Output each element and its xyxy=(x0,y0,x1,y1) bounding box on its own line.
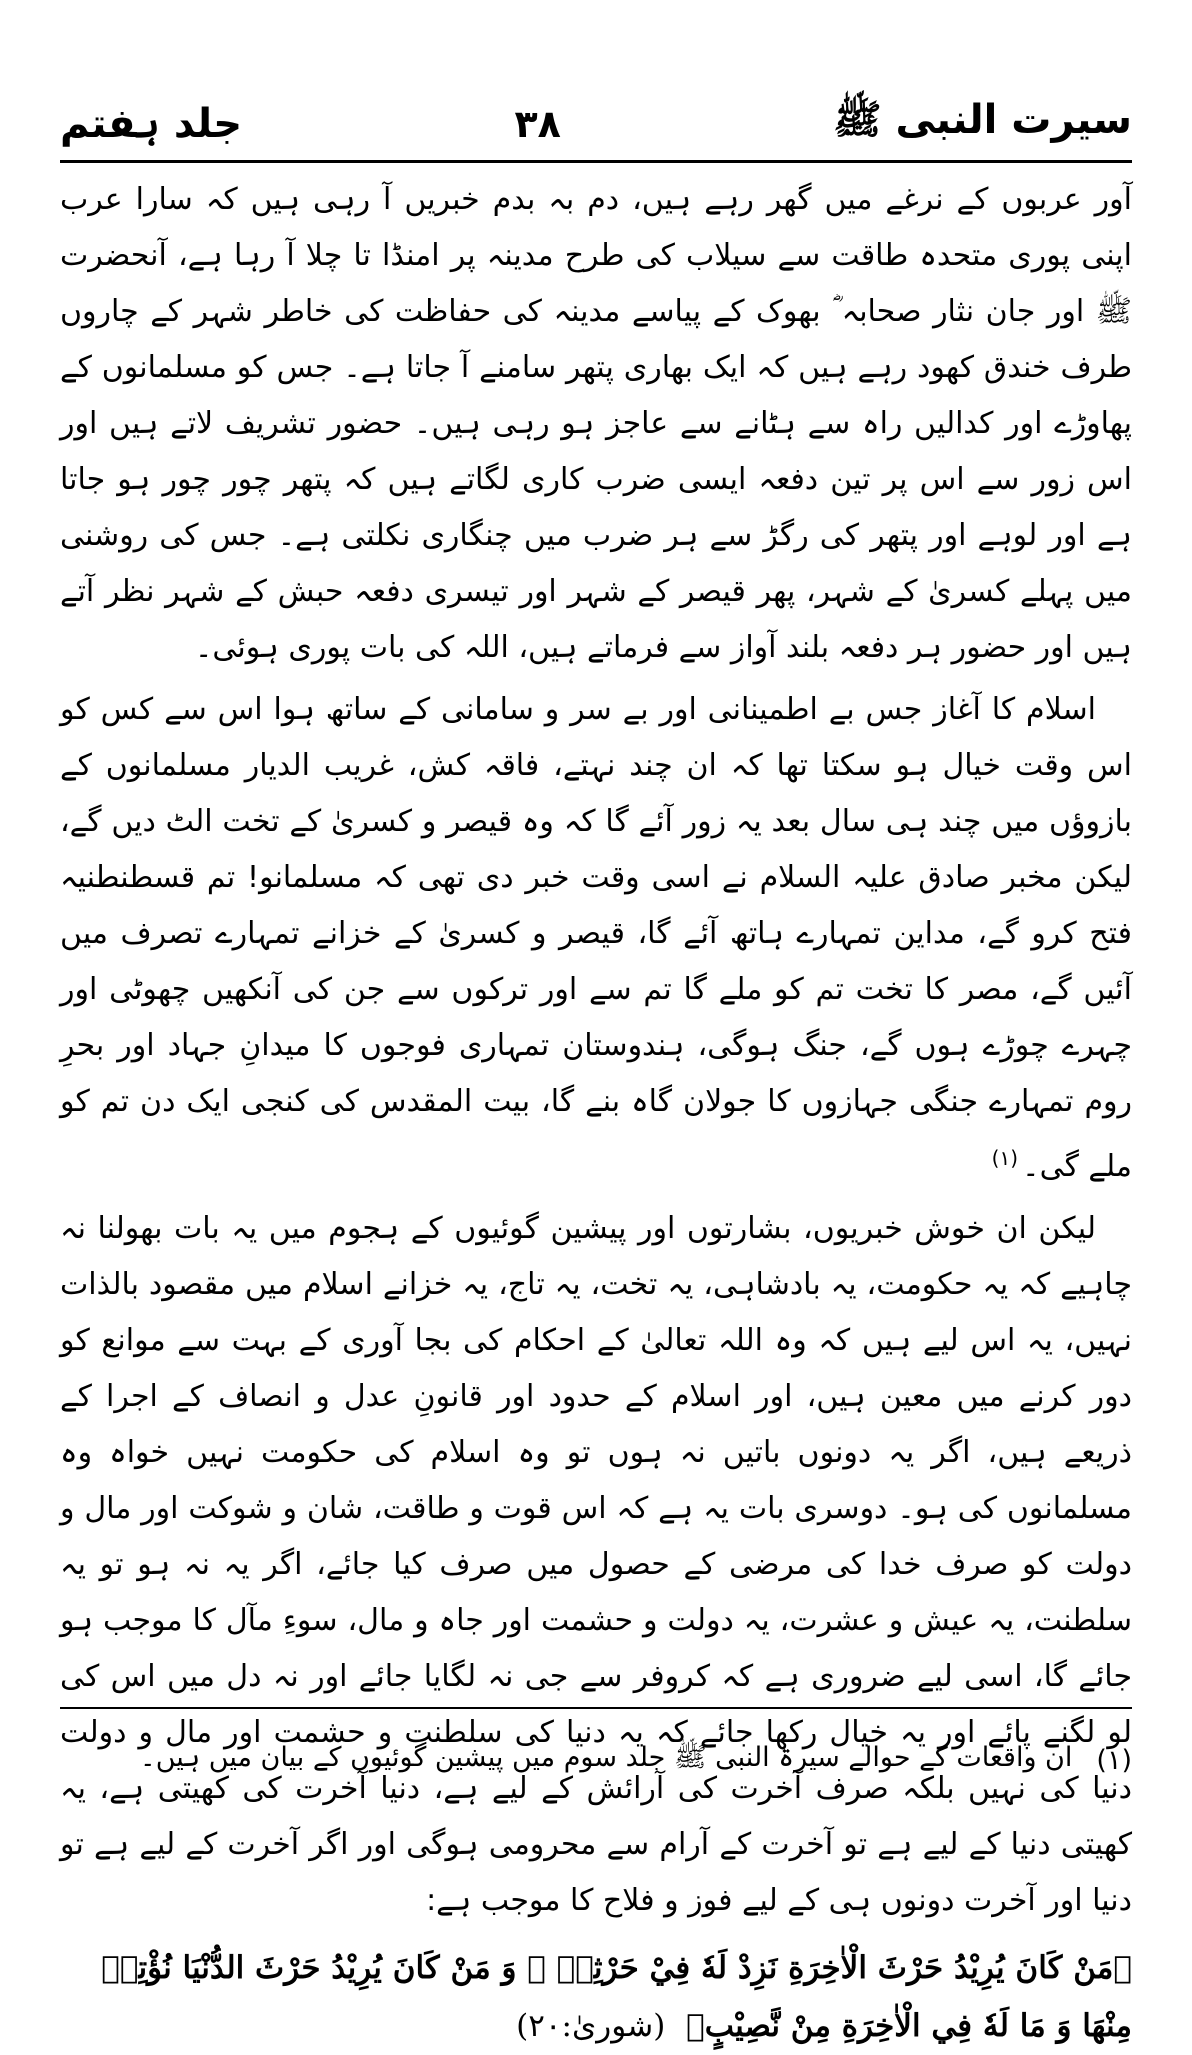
footnote-reference: (۱) xyxy=(991,1146,1019,1170)
paragraph-3: لیکن ان خوش خبریوں، بشارتوں اور پیشین گوئیوں کے ہجوم میں یہ بات بھولنا نہ چاہیے کہ یہ حکومت، یہ بادشاہی، یہ تخت، یہ تاج، یہ خزانے اسلام میں مقصود بالذات نہیں، یہ اس لیے ہیں کہ وہ اللہ تعالیٰ کے احکام کی بجا آوری کے بہت سے موانع کو دور کرنے میں معین ہیں، اور اسلام کے حدود اور قانونِ عدل و انصاف کے اجرا کے ذریعے ہیں، اگر یہ دونوں باتیں نہ ہوں تو وہ اسلام کی حکومت نہیں خواہ وہ مسلمانوں کی ہو۔ دوسری بات یہ ہے کہ اس قوت و طاقت، شان و شوکت اور مال و دولت کو صرف خدا کی مرضی کے حصول میں صرف کیا جائے، اگر یہ نہ ہو تو یہ سلطنت، یہ عیش و عشرت، یہ دولت و حشمت اور جاہ و مال، سوءِ مآل کا موجب ہو جائے گا، اسی لیے ضروری ہے کہ کروفر سے جی نہ لگایا جائے اور نہ دل میں اس کی لو لگنے پائے اور یہ خیال رکھا جائے کہ یہ دنیا کی سلطنت و حشمت اور مال و دولت دنیا کی نہیں بلکہ صرف آخرت کی آرائش کے لیے ہے، دنیا آخرت کی کھیتی ہے، یہ کھیتی دنیا کے لیے ہے تو آخرت کے آرام سے محرومی ہوگی اور اگر آخرت کے لیے ہے تو دنیا اور آخرت دونوں ہی کے لیے فوز و فلاح کا موجب ہے: xyxy=(60,1211,1132,1918)
quran-verse-text: ﴿مَنْ كَانَ يُرِيْدُ حَرْثَ الْاٰخِرَةِ نَزِدْ لَهٗ فِيْ حَرْثِهٖ ۚ وَ مَنْ كَانَ يُرِيْدُ حَرْثَ الدُّنْيَا نُؤْتِهٖ مِنْهَا وَ مَا لَهٗ فِي الْاٰخِرَةِ مِنْ نَّصِيْبٍ﴾ xyxy=(101,1950,1132,2044)
quran-verse xyxy=(60,1939,1132,2055)
footnote-text: ان واقعات کے حوالے سیرۃ النبی ﷺ جلد سوم میں پیشین گوئیوں کے بیان میں ہیں۔ xyxy=(139,1742,1073,1773)
footnote-divider xyxy=(60,1707,1132,1709)
book-title: سیرت النبی ﷺ xyxy=(833,97,1132,143)
paragraph-2-text: اسلام کا آغاز جس بے اطمینانی اور بے سر و سامانی کے ساتھ ہوا اس سے کس کو اس وقت خیال ہو سکتا تھا کہ ان چند نہتے، فاقہ کش، غریب الدیار مسلمانوں کے بازوؤں میں چند ہی سال بعد یہ زور آئے گا کہ وہ قیصر و کسریٰ کے تخت الٹ دیں گے، لیکن مخبر صادق علیہ السلام نے اسی وقت خبر دی تھی کہ مسلمانو! تم قسطنطنیہ فتح کرو گے، مداین تمہارے ہاتھ آئے گا، قیصر و کسریٰ کے خزانے تمہارے تصرف میں آئیں گے، مصر کا تخت تم کو ملے گا تم سے اور ترکوں سے جن کی آنکھیں چھوٹی اور چہرے چوڑے ہوں گے، جنگ ہوگی، ہندوستان تمہاری فوجوں کا میدانِ جہاد اور بحرِ روم تمہارے جنگی جہازوں کا جولان گاہ بنے گا، بیت المقدس کی کنجی ایک دن تم کو ملے گی۔ xyxy=(60,692,1132,1184)
footnote-number: (۱) xyxy=(1096,1744,1132,1776)
page-number: ۳۸ xyxy=(514,102,561,146)
page-header xyxy=(60,88,1132,163)
volume-label: جلد ہفتم xyxy=(60,101,243,147)
paragraph-1: آور عربوں کے نرغے میں گھر رہے ہیں، دم بہ بدم خبریں آ رہی ہیں کہ سارا عرب اپنی پوری متحدہ طاقت سے سیلاب کی طرح مدینہ پر امنڈا تا چلا آ رہا ہے، آنحضرت ﷺ اور جان نثار صحابہ ؓ بھوک کے پیاسے مدینہ کی حفاظت کی خاطر شہر کے چاروں طرف خندق کھود رہے ہیں کہ ایک بھاری پتھر سامنے آ جاتا ہے۔ جس کو مسلمانوں کے پھاوڑے اور کدالیں راہ سے ہٹانے سے عاجز ہو رہی ہیں۔ حضور تشریف لاتے ہیں اور اس زور سے اس پر تین دفعہ ایسی ضرب کاری لگاتے ہیں کہ پتھر چور چور ہو جاتا ہے اور لوہے اور پتھر کی رگڑ سے ہر ضرب میں چنگاری نکلتی ہے۔ جس کی روشنی میں پہلے کسریٰ کے شہر، پھر قیصر کے شہر اور تیسری دفعہ حبش کے شہر نظر آتے ہیں اور حضور ہر دفعہ بلند آواز سے فرماتے ہیں، اللہ کی بات پوری ہوئی۔ xyxy=(60,182,1132,665)
quran-reference: (شوریٰ:۲۰) xyxy=(516,2008,666,2044)
paragraph-2 xyxy=(60,682,1132,1195)
footnote xyxy=(60,1730,1132,1790)
